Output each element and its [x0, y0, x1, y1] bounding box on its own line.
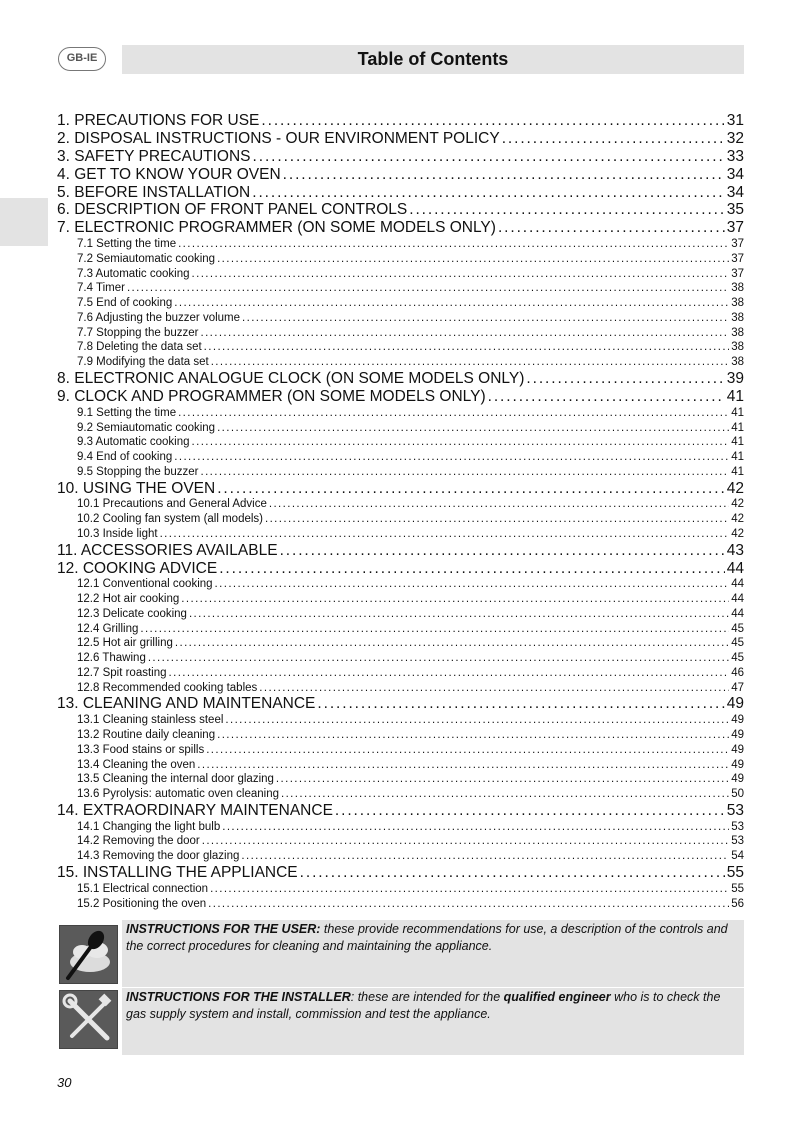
toc-entry-title: 15. INSTALLING THE APPLIANCE	[57, 863, 298, 881]
toc-entry-page: 42	[731, 513, 744, 526]
toc-entry-title: 9.3 Automatic cooking	[77, 436, 190, 449]
toc-entry-title: 13.1 Cleaning stainless steel	[77, 714, 224, 727]
toc-chapter-row[interactable]	[57, 695, 744, 713]
toc-entry-title: 9. CLOCK AND PROGRAMMER (ON SOME MODELS ONLY)	[57, 387, 486, 405]
toc-section-row[interactable]	[57, 758, 744, 773]
toc-chapter-row[interactable]	[57, 148, 744, 166]
installer-instructions-note	[122, 988, 744, 1055]
toc-section-row[interactable]	[57, 743, 744, 758]
toc-dot-leader	[211, 355, 730, 370]
toc-chapter-row[interactable]	[57, 201, 744, 219]
toc-entry-page: 45	[731, 652, 744, 665]
toc-entry-page: 45	[731, 622, 744, 635]
page-title: Table of Contents	[122, 45, 744, 74]
toc-entry-title: 7.1 Setting the time	[77, 238, 177, 251]
toc-entry-title: 14.1 Changing the light bulb	[77, 820, 221, 833]
user-note-lead: INSTRUCTIONS FOR THE USER:	[126, 922, 321, 936]
toc-entry-page: 38	[731, 282, 744, 295]
toc-chapter-row[interactable]	[57, 388, 744, 406]
toc-section-row[interactable]	[57, 296, 744, 311]
toc-entry-page: 42	[731, 498, 744, 511]
toc-entry-title: 9.1 Setting the time	[77, 406, 177, 419]
toc-entry-page: 32	[726, 129, 744, 147]
toc-dot-leader	[210, 882, 729, 897]
toc-entry-page: 38	[731, 341, 744, 354]
toc-dot-leader	[225, 713, 729, 728]
toc-dot-leader	[206, 743, 729, 758]
toc-dot-leader	[219, 560, 725, 578]
toc-entry-page: 38	[731, 311, 744, 324]
toc-entry-page: 54	[731, 850, 744, 863]
toc-entry-title: 10.3 Inside light	[77, 527, 158, 540]
toc-entry-title: 12.2 Hot air cooking	[77, 593, 180, 606]
toc-entry-page: 46	[731, 666, 744, 679]
toc-entry-page: 41	[731, 406, 744, 419]
page-number: 30	[57, 1075, 72, 1090]
toc-dot-leader	[140, 622, 729, 637]
toc-dot-leader	[215, 577, 730, 592]
toc-section-row[interactable]	[57, 713, 744, 728]
tools-icon	[59, 990, 118, 1049]
toc-section-row[interactable]	[57, 592, 744, 607]
toc-entry-page: 53	[726, 801, 744, 819]
chef-spoon-icon	[59, 925, 118, 984]
toc-dot-leader	[178, 406, 729, 421]
toc-dot-leader	[192, 267, 730, 282]
user-instructions-note	[122, 920, 744, 987]
toc-dot-leader	[189, 607, 729, 622]
toc-entry-title: 14. EXTRAORDINARY MAINTENANCE	[57, 801, 333, 819]
toc-entry-title: 2. DISPOSAL INSTRUCTIONS - OUR ENVIRONMENT POLICY	[57, 129, 500, 147]
toc-entry-title: 8. ELECTRONIC ANALOGUE CLOCK (ON SOME MODELS ONLY)	[57, 369, 525, 387]
toc-section-row[interactable]	[57, 406, 744, 421]
toc-section-row[interactable]	[57, 681, 744, 696]
toc-entry-title: 3. SAFETY PRECAUTIONS	[57, 147, 251, 165]
toc-entry-page: 50	[731, 788, 744, 801]
toc-chapter-row[interactable]	[57, 542, 744, 560]
toc-section-row[interactable]	[57, 252, 744, 267]
toc-section-row[interactable]	[57, 728, 744, 743]
toc-dot-leader	[502, 130, 725, 148]
toc-entry-title: 9.2 Semiautomatic cooking	[77, 421, 216, 434]
toc-chapter-row[interactable]	[57, 112, 744, 130]
toc-section-row[interactable]	[57, 267, 744, 282]
toc-dot-leader	[217, 421, 729, 436]
toc-dot-leader	[261, 112, 724, 130]
toc-entry-title: 12.5 Hot air grilling	[77, 637, 173, 650]
toc-dot-leader	[281, 787, 729, 802]
toc-dot-leader	[242, 311, 729, 326]
toc-entry-page: 37	[731, 252, 744, 265]
toc-entry-title: 13.4 Cleaning the oven	[77, 758, 196, 771]
toc-entry-title: 14.2 Removing the door	[77, 835, 200, 848]
toc-entry-title: 7.7 Stopping the buzzer	[77, 326, 199, 339]
toc-entry-page: 42	[726, 479, 744, 497]
toc-entry-page: 38	[731, 356, 744, 369]
toc-entry-title: 4. GET TO KNOW YOUR OVEN	[57, 165, 281, 183]
toc-section-row[interactable]	[57, 355, 744, 370]
toc-entry-page: 41	[731, 421, 744, 434]
toc-section-row[interactable]	[57, 421, 744, 436]
toc-entry-title: 12. COOKING ADVICE	[57, 559, 218, 577]
toc-entry-title: 15.2 Positioning the oven	[77, 897, 207, 910]
toc-chapter-row[interactable]	[57, 166, 744, 184]
toc-dot-leader	[217, 728, 729, 743]
toc-entry-title: 13.2 Routine daily cleaning	[77, 729, 216, 742]
toc-entry-page: 41	[731, 436, 744, 449]
installer-note-bold: qualified engineer	[503, 990, 611, 1004]
toc-chapter-row[interactable]	[57, 864, 744, 882]
toc-section-row[interactable]	[57, 465, 744, 480]
toc-section-row[interactable]	[57, 497, 744, 512]
toc-entry-title: 5. BEFORE INSTALLATION	[57, 183, 251, 201]
toc-section-row[interactable]	[57, 666, 744, 681]
toc-dot-leader	[127, 281, 729, 296]
toc-dot-leader	[169, 666, 730, 681]
toc-entry-page: 41	[726, 387, 744, 405]
toc-section-row[interactable]	[57, 512, 744, 527]
toc-entry-title: 10. USING THE OVEN	[57, 479, 216, 497]
toc-section-row[interactable]	[57, 340, 744, 355]
toc-entry-title: 12.3 Delicate cooking	[77, 607, 187, 620]
toc-entry-page: 49	[731, 743, 744, 756]
toc-entry-page: 38	[731, 326, 744, 339]
toc-entry-title: 13.6 Pyrolysis: automatic oven cleaning	[77, 788, 279, 801]
toc-dot-leader	[222, 820, 729, 835]
toc-section-row[interactable]	[57, 435, 744, 450]
toc-dot-leader	[202, 834, 729, 849]
toc-dot-leader	[253, 148, 725, 166]
toc-section-row[interactable]	[57, 651, 744, 666]
toc-entry-page: 44	[731, 578, 744, 591]
toc-entry-title: 7.9 Modifying the data set	[77, 356, 209, 369]
toc-chapter-row[interactable]	[57, 130, 744, 148]
side-tab-marker	[0, 198, 48, 246]
toc-entry-title: 12.8 Recommended cooking tables	[77, 681, 258, 694]
toc-dot-leader	[217, 252, 729, 267]
toc-dot-leader	[204, 340, 730, 355]
toc-dot-leader	[498, 219, 725, 237]
toc-section-row[interactable]	[57, 849, 744, 864]
toc-entry-title: 13.5 Cleaning the internal door glazing	[77, 773, 274, 786]
toc-entry-title: 9.4 End of cooking	[77, 451, 173, 464]
toc-entry-title: 13.3 Food stains or spills	[77, 743, 205, 756]
toc-dot-leader	[200, 326, 729, 341]
toc-dot-leader	[200, 465, 729, 480]
table-of-contents	[57, 112, 744, 911]
toc-entry-title: 15.1 Electrical connection	[77, 882, 209, 895]
toc-entry-page: 56	[731, 897, 744, 910]
toc-dot-leader	[175, 636, 729, 651]
toc-entry-page: 41	[731, 451, 744, 464]
toc-section-row[interactable]	[57, 311, 744, 326]
toc-chapter-row[interactable]	[57, 802, 744, 820]
toc-dot-leader	[178, 237, 729, 252]
toc-chapter-row[interactable]	[57, 480, 744, 498]
toc-entry-title: 7.3 Automatic cooking	[77, 267, 190, 280]
toc-entry-page: 37	[731, 267, 744, 280]
toc-dot-leader	[283, 166, 725, 184]
toc-section-row[interactable]	[57, 897, 744, 912]
toc-entry-title: 12.7 Spit roasting	[77, 666, 167, 679]
toc-entry-title: 1. PRECAUTIONS FOR USE	[57, 112, 260, 129]
toc-dot-leader	[259, 681, 729, 696]
toc-dot-leader	[317, 695, 724, 713]
toc-entry-title: 6. DESCRIPTION OF FRONT PANEL CONTROLS	[57, 201, 408, 219]
toc-entry-page: 42	[731, 527, 744, 540]
toc-dot-leader	[280, 542, 725, 560]
toc-dot-leader	[192, 435, 730, 450]
toc-entry-title: 7. ELECTRONIC PROGRAMMER (ON SOME MODELS ONLY)	[57, 219, 496, 237]
toc-entry-page: 49	[731, 773, 744, 786]
toc-dot-leader	[217, 480, 725, 498]
toc-dot-leader	[252, 184, 725, 202]
toc-section-row[interactable]	[57, 882, 744, 897]
toc-dot-leader	[174, 296, 729, 311]
toc-section-row[interactable]	[57, 527, 744, 542]
toc-entry-title: 10.1 Precautions and General Advice	[77, 498, 267, 511]
toc-section-row[interactable]	[57, 820, 744, 835]
toc-dot-leader	[488, 388, 725, 406]
toc-entry-page: 53	[731, 820, 744, 833]
toc-entry-title: 12.4 Grilling	[77, 622, 139, 635]
toc-entry-page: 31	[726, 112, 744, 129]
toc-entry-title: 10.2 Cooling fan system (all models)	[77, 513, 263, 526]
toc-dot-leader	[409, 201, 725, 219]
toc-dot-leader	[335, 802, 725, 820]
toc-chapter-row[interactable]	[57, 560, 744, 578]
toc-entry-page: 53	[731, 835, 744, 848]
installer-note-text-2: who is to check the gas supply system and install, commission and test the appliance.	[126, 990, 721, 1021]
toc-section-row[interactable]	[57, 450, 744, 465]
toc-entry-title: 7.2 Semiautomatic cooking	[77, 252, 216, 265]
toc-section-row[interactable]	[57, 834, 744, 849]
toc-entry-page: 49	[731, 729, 744, 742]
toc-entry-title: 7.5 End of cooking	[77, 297, 173, 310]
toc-section-row[interactable]	[57, 622, 744, 637]
toc-entry-title: 13. CLEANING AND MAINTENANCE	[57, 695, 316, 713]
toc-dot-leader	[241, 849, 729, 864]
toc-dot-leader	[300, 864, 725, 882]
toc-entry-page: 43	[726, 541, 744, 559]
toc-entry-title: 7.8 Deleting the data set	[77, 341, 202, 354]
toc-section-row[interactable]	[57, 326, 744, 341]
toc-entry-page: 44	[731, 593, 744, 606]
toc-section-row[interactable]	[57, 607, 744, 622]
toc-dot-leader	[269, 497, 729, 512]
toc-entry-page: 39	[726, 369, 744, 387]
user-note-text: these provide recommendations for use, a description of the controls and the correct procedures for cleaning and maintaining the appliance.	[126, 922, 728, 953]
toc-entry-page: 35	[726, 201, 744, 219]
toc-dot-leader	[181, 592, 729, 607]
toc-entry-title: 9.5 Stopping the buzzer	[77, 465, 199, 478]
toc-section-row[interactable]	[57, 281, 744, 296]
toc-entry-page: 44	[726, 559, 744, 577]
toc-section-row[interactable]	[57, 772, 744, 787]
toc-dot-leader	[208, 897, 729, 912]
toc-entry-page: 55	[731, 882, 744, 895]
toc-dot-leader	[265, 512, 729, 527]
toc-entry-page: 38	[731, 297, 744, 310]
toc-section-row[interactable]	[57, 237, 744, 252]
toc-entry-page: 37	[731, 238, 744, 251]
toc-entry-title: 12.1 Conventional cooking	[77, 578, 213, 591]
toc-entry-title: 14.3 Removing the door glazing	[77, 850, 240, 863]
toc-section-row[interactable]	[57, 636, 744, 651]
toc-entry-page: 47	[731, 681, 744, 694]
toc-entry-page: 55	[726, 863, 744, 881]
toc-entry-page: 41	[731, 465, 744, 478]
toc-dot-leader	[526, 370, 724, 388]
toc-dot-leader	[197, 758, 729, 773]
toc-entry-page: 37	[726, 219, 744, 237]
toc-entry-title: 12.6 Thawing	[77, 652, 146, 665]
toc-entry-page: 45	[731, 637, 744, 650]
toc-chapter-row[interactable]	[57, 184, 744, 202]
toc-entry-title: 7.6 Adjusting the buzzer volume	[77, 311, 241, 324]
toc-section-row[interactable]	[57, 787, 744, 802]
toc-entry-title: 7.4 Timer	[77, 282, 125, 295]
toc-dot-leader	[160, 527, 730, 542]
toc-entry-title: 11. ACCESSORIES AVAILABLE	[57, 541, 278, 559]
toc-entry-page: 49	[731, 758, 744, 771]
toc-entry-page: 44	[731, 607, 744, 620]
toc-chapter-row[interactable]	[57, 370, 744, 388]
toc-entry-page: 49	[726, 695, 744, 713]
toc-entry-page: 49	[731, 714, 744, 727]
installer-note-lead: INSTRUCTIONS FOR THE INSTALLER	[126, 990, 351, 1004]
toc-entry-page: 34	[726, 183, 744, 201]
toc-dot-leader	[174, 450, 729, 465]
toc-dot-leader	[276, 772, 729, 787]
installer-note-text-1: : these are intended for the	[350, 990, 504, 1004]
toc-entry-page: 33	[726, 147, 744, 165]
region-badge: GB-IE	[58, 47, 106, 71]
toc-section-row[interactable]	[57, 577, 744, 592]
toc-dot-leader	[148, 651, 729, 666]
toc-entry-page: 34	[726, 165, 744, 183]
toc-chapter-row[interactable]	[57, 219, 744, 237]
